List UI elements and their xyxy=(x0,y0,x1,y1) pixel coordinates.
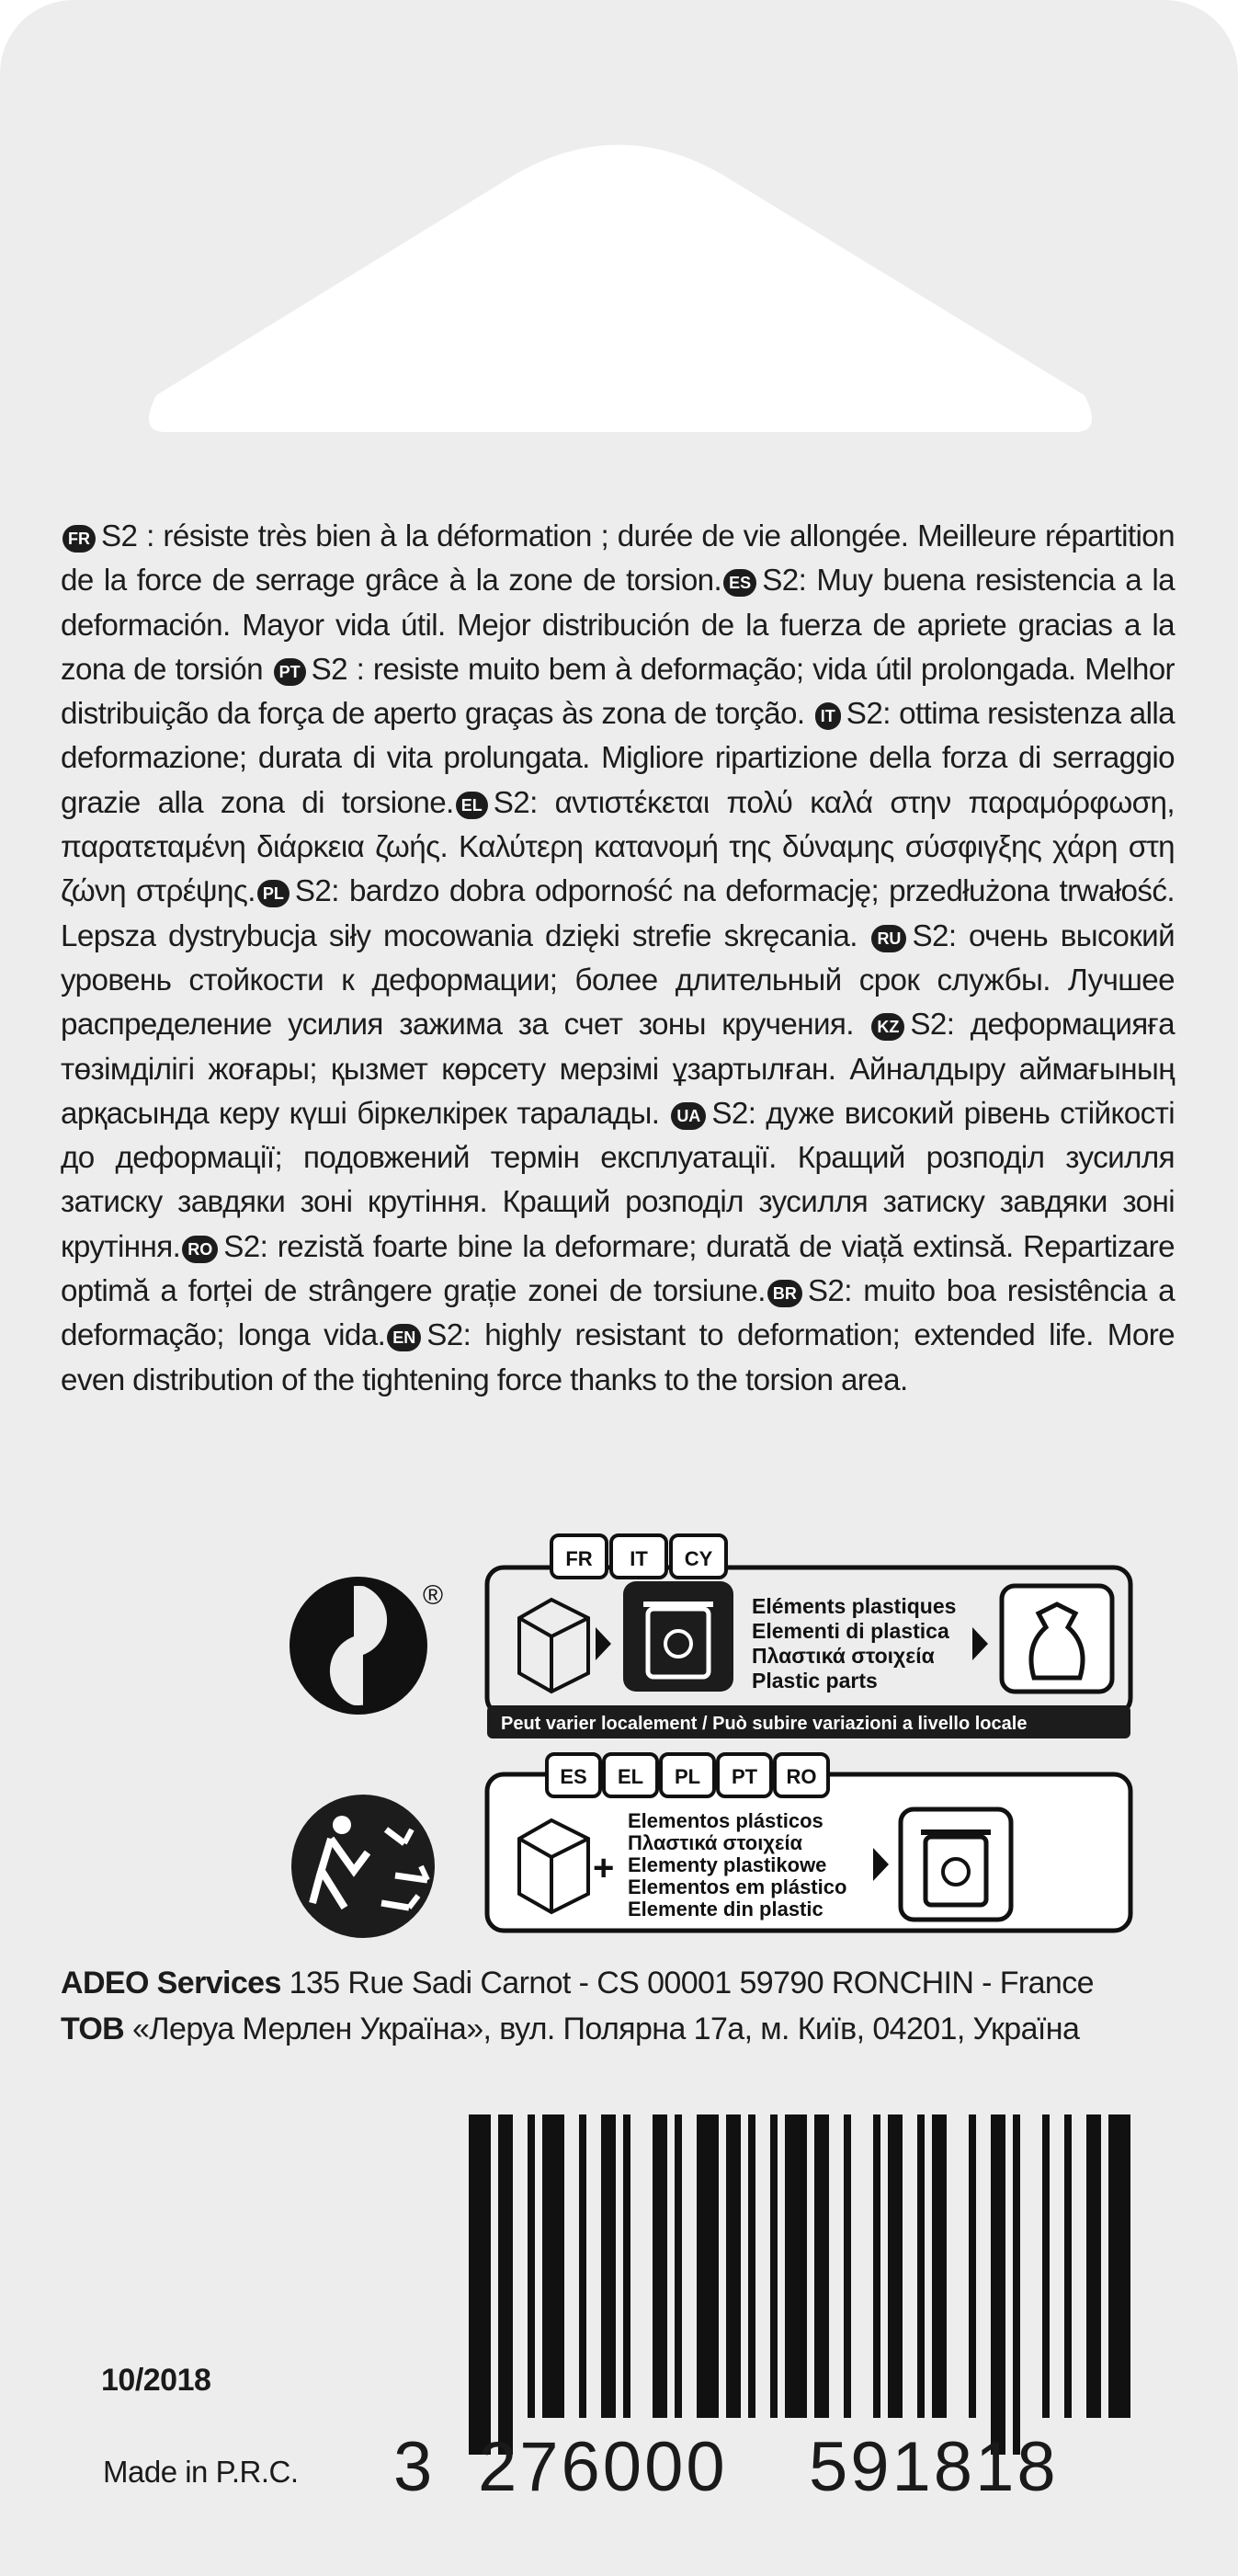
barcode-bar xyxy=(873,2114,880,2418)
text-ru: S2: очень высокий уровень стойкости к деформации; более длительный срок службы. Лучшее распределение усилия зажима за счет зоны кручения. xyxy=(61,918,1176,1043)
lang-badge-kz: KZ xyxy=(871,1013,904,1041)
barcode-bar xyxy=(991,2114,1005,2455)
text-el: S2: αντιστέκεται πολύ καλά στην παραμόρφωση, παρατεταμένη διάρκεια ζωής. Καλύτερη κατανομή της δύναμης σύσφιγξης χάρη στη ζώνη στρέψης. xyxy=(61,785,1176,909)
barcode-bar xyxy=(844,2114,851,2418)
text-it: S2: ottima resistenza alla deformazione; durata di vita prolungata. Migliore ripartizione della forza di serraggio grazie alla zona di torsione. xyxy=(61,697,1176,820)
barcode-bar xyxy=(601,2114,616,2418)
box2-text xyxy=(628,1809,846,1921)
text-fr: S2 : résiste très bien à la déformation ; durée de vie allongée. Meilleure répartition de la force de serrage grâce à la zone de torsion. xyxy=(61,519,1175,598)
barcode-bar xyxy=(623,2114,630,2418)
box2-line-1: Πλαστικά στοιχεία xyxy=(628,1831,803,1854)
company-name-2: ТОВ xyxy=(61,2012,125,2046)
text-ro: S2: rezistă foarte bine la deformare; durată de viață extinsă. Repartizare optimă a forței de strângere grație zonei de torsiune. xyxy=(61,1229,1175,1309)
box1-line-0: Eléments plastiques xyxy=(752,1594,957,1618)
box1-line-1: Elementi di plastica xyxy=(752,1619,949,1643)
production-date: 10/2018 xyxy=(101,2363,211,2398)
box1-text xyxy=(752,1594,956,1693)
barcode-bar xyxy=(697,2114,719,2418)
box2-line-4: Elemente din plastic xyxy=(628,1898,823,1921)
arrow-icon xyxy=(596,1627,611,1660)
barcode-digit-first: 3 xyxy=(393,2428,436,2506)
barcode-bar xyxy=(932,2114,947,2418)
barcode-digits-group2: 591818 xyxy=(809,2428,1059,2506)
barcode-bar xyxy=(1042,2114,1050,2418)
text-kz: S2: деформацияға төзімділігі жоғары; қызмет көрсету мерзімі ұзартылған. Айналдыру аймағының арқасында керу күші біркелкірек таралады. xyxy=(61,1008,1175,1131)
lang-badge-br: BR xyxy=(767,1280,802,1307)
box2-lang-2: PL xyxy=(674,1765,701,1788)
barcode-bar xyxy=(542,2114,564,2418)
arrow-icon-2 xyxy=(972,1627,988,1660)
company-name-1: ADEO Services xyxy=(61,1966,281,2000)
box2-lang-1: EL xyxy=(617,1765,644,1788)
lang-badge-fr: FR xyxy=(62,525,96,553)
text-es: S2: Muy buena resistencia a la deformación. Mayor vida útil. Mejor distribución de la fuerza de apriete gracias a la zona de torsión xyxy=(61,564,1175,687)
address-line-1 xyxy=(61,1966,1094,2001)
box2-lang-4: RO xyxy=(786,1765,817,1788)
barcode-bar xyxy=(1013,2114,1020,2455)
address-text-2: «Леруа Мерлен Україна», вул. Полярна 17а, м. Київ, 04201, Україна xyxy=(131,2012,1080,2046)
address-line-2 xyxy=(61,2012,1079,2047)
barcode xyxy=(469,2114,1130,2455)
lang-badge-pt: PT xyxy=(274,658,306,686)
barcode-bar xyxy=(498,2114,513,2455)
box1-lang-2: CY xyxy=(684,1547,713,1570)
barcode-digits-group1: 276000 xyxy=(478,2428,728,2506)
plus-sign: + xyxy=(593,1848,615,1888)
registered-mark: ® xyxy=(423,1580,444,1611)
box1-lang-0: FR xyxy=(565,1547,593,1570)
text-en: S2: highly resistant to deformation; extended life. More even distribution of the tightening force thanks to the torsion area. xyxy=(61,1318,1175,1397)
box2-lang-badges xyxy=(547,1754,828,1796)
green-dot-icon xyxy=(294,1581,423,1710)
barcode-bar xyxy=(1086,2114,1101,2418)
barcode-bar xyxy=(814,2114,829,2418)
recycling-box-1 xyxy=(487,1535,1130,1738)
lang-badge-ro: RO xyxy=(182,1236,218,1263)
barcode-bar xyxy=(528,2114,535,2418)
triman-logo-icon xyxy=(291,1795,435,1938)
box1-lang-badges xyxy=(551,1535,726,1578)
lang-badge-el: EL xyxy=(456,792,488,819)
lang-badge-en: EN xyxy=(387,1324,421,1351)
barcode-bar xyxy=(653,2114,667,2418)
box2-line-2: Elementy plastikowe xyxy=(628,1853,827,1876)
lang-badge-es: ES xyxy=(723,569,756,597)
address-text-1: 135 Rue Sadi Carnot - CS 00001 59790 RONCHIN - France xyxy=(289,1966,1094,2000)
barcode-bar xyxy=(785,2114,807,2418)
text-br: S2: muito boa resistência a deformação; longa vida. xyxy=(61,1274,1175,1353)
package-icon xyxy=(519,1600,588,1692)
lang-badge-it: IT xyxy=(815,702,841,730)
box1-line-3: Plastic parts xyxy=(752,1669,878,1693)
box2-lang-3: PT xyxy=(731,1765,758,1788)
recycling-box-2 xyxy=(487,1754,1130,1931)
recycling-bin-icon xyxy=(623,1581,733,1692)
box1-line-2: Πλαστικά στοιχεία xyxy=(752,1644,935,1668)
made-in-label: Made in P.R.C. xyxy=(103,2455,299,2489)
text-pt: S2 : resiste muito bem à deformação; vida útil prolongada. Melhor distribuição da força de aperto graças às zona de torção. xyxy=(61,652,1176,732)
text-ua: S2: дуже високий рівень стійкості до деформації; подовжений термін експлуатації. Кращий розподіл зусилля затиску завдяки зоні крутіння. Кращий розподіл зусилля затиску завдяки зоні крутіння. xyxy=(61,1096,1175,1264)
barcode-bar xyxy=(469,2114,491,2455)
text-pl: S2: bardzo dobra odporność na deformację; przedłużona trwałość. Lepsza dystrybucja siły mocowania dzięki strefie skręcania. xyxy=(61,874,1175,953)
barcode-bar xyxy=(579,2114,586,2418)
barcode-bar xyxy=(917,2114,925,2418)
box1-note: Peut varier localement / Può subire variazioni a livello locale xyxy=(501,1714,1028,1734)
box2-lang-0: ES xyxy=(560,1765,587,1788)
barcode-bar xyxy=(1108,2114,1130,2418)
barcode-bar xyxy=(748,2114,755,2418)
barcode-bar xyxy=(969,2114,976,2418)
barcode-bar xyxy=(675,2114,682,2418)
lang-badge-ru: RU xyxy=(871,925,906,952)
barcode-bar xyxy=(726,2114,741,2418)
box1-lang-1: IT xyxy=(630,1547,648,1570)
lang-badge-ua: UA xyxy=(671,1102,706,1130)
barcode-bar xyxy=(770,2114,778,2418)
recycling-bin-icon-2 xyxy=(901,1809,1011,1920)
box2-line-0: Elementos plásticos xyxy=(628,1809,823,1832)
barcode-bar xyxy=(888,2114,903,2418)
trash-bag-icon xyxy=(1002,1586,1112,1692)
box2-line-3: Elementos em plástico xyxy=(628,1875,847,1898)
barcode-bar xyxy=(1064,2114,1072,2418)
lang-badge-pl: PL xyxy=(257,880,290,907)
